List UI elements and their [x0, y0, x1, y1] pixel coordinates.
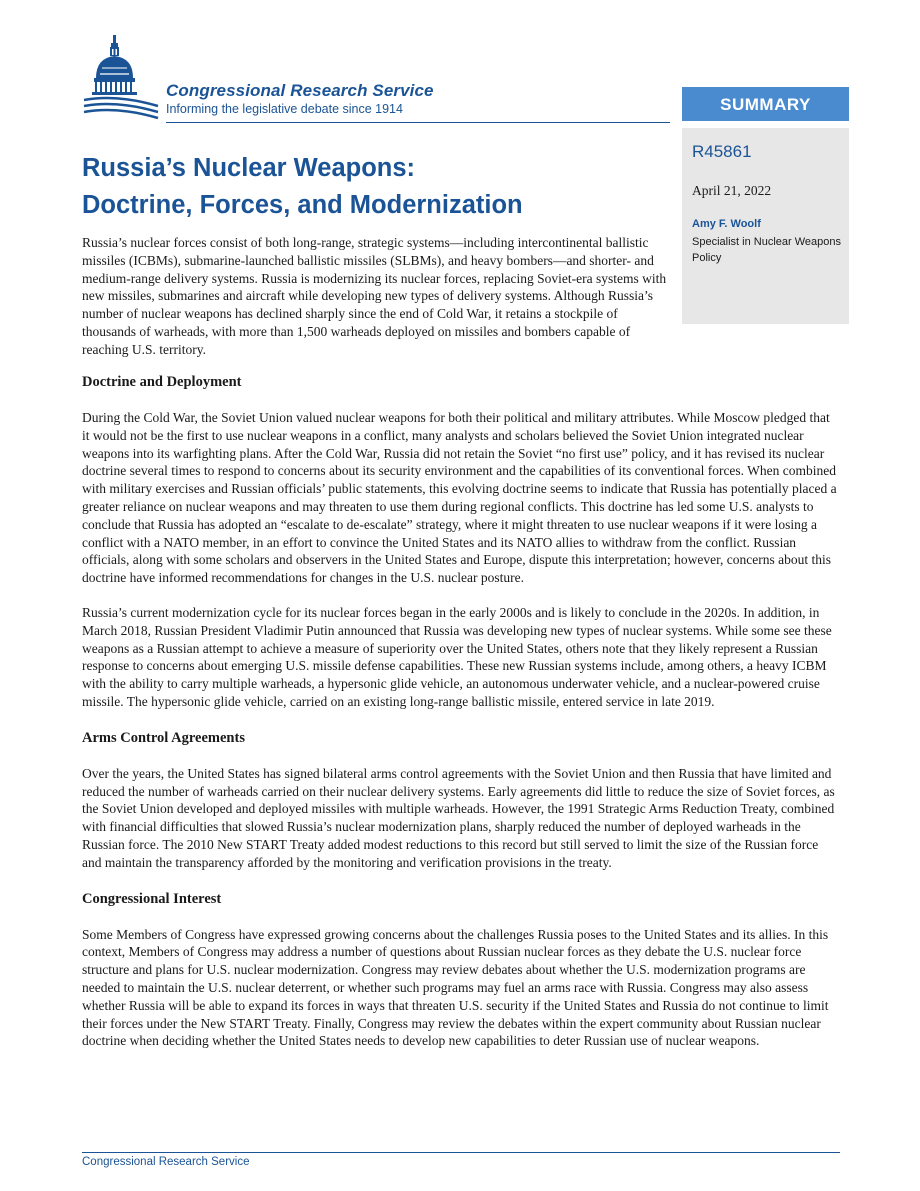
section-paragraph: During the Cold War, the Soviet Union valued nuclear weapons for both their political and military attributes. While Moscow pledged that it would not be the first to use nuclear weapons in a conflict, many analysts and scholars believed the Soviet Union integrated nuclear weapons into its warfighting plans. After the Cold War, Russia did not retain the Soviet “no first use” policy, and it has revised its nuclear doctrine several times to respond to concerns about its security environment and the capabilities of its conventional forces. When combined with military exercises and Russian officials’ public statements, this evolving doctrine seems to indicate that Russia has potentially placed a greater reliance on nuclear weapons and may threaten to use them during regional conflicts. This doctrine has led some U.S. analysts to conclude that Russia has adopted an “escalate to de-escalate” strategy, where it might threaten to use nuclear weapons if it were losing a conflict with a NATO member, in an effort to convince the United States and its NATO allies to withdraw from the conflict. Russian officials, along with some scholars and observers in the United States and Europe, dispute this interpretation; however, concerns about this doctrine have informed recommendations for changes in the U.S. nuclear posture. [82, 410, 837, 586]
crs-logo [82, 34, 672, 126]
main-content [82, 372, 840, 1067]
title-line-1: Russia’s Nuclear Weapons: [82, 154, 416, 182]
summary-label: SUMMARY [682, 87, 849, 121]
report-info-box [682, 128, 849, 324]
section-paragraph: Some Members of Congress have expressed growing concerns about the challenges Russia poses to the United States and its allies. In this context, Members of Congress may address a number of questions about Russian nuclear forces as they debate the U.S. nuclear force structure and plans for U.S. nuclear modernization. Congress may review debates about whether the U.S. modernization programs are needed to maintain the U.S. nuclear deterrent, or whether such programs may fuel an arms race with Russia. Congress may also assess whether Russia will be able to expand its forces in ways that threaten U.S. security if the United States and Russia do not continue to limit their forces under the New START Treaty. Finally, Congress may review the debates within the expert community about Russian nuclear doctrine when deciding whether the United States needs to develop new capabilities to deter Russian use of nuclear weapons. [82, 926, 829, 1049]
document-title [82, 150, 672, 224]
section-paragraph: Russia’s current modernization cycle for its nuclear forces began in the early 2000s and is likely to conclude in the 2020s. In addition, in March 2018, Russian President Vladimir Putin announced that Russia was developing new types of nuclear systems. While some see these weapons as a Russian attempt to achieve a measure of superiority over the United States, others note that they likely represent a Russian response to concerns about emerging U.S. missile defense capabilities. These new Russian systems include, among others, a heavy ICBM with the ability to carry multiple warheads, a hypersonic glide vehicle, an autonomous underwater vehicle, and a nuclear-powered cruise missile. The hypersonic glide vehicle, carried on an existing long-range ballistic missile, entered service in late 2019. [82, 604, 832, 709]
section-heading: Congressional Interest [82, 890, 222, 907]
footer-text: Congressional Research Service [82, 1156, 250, 1168]
title-line-2: Doctrine, Forces, and Modernization [82, 191, 523, 219]
section-heading: Arms Control Agreements [82, 729, 245, 746]
report-date: April 21, 2022 [692, 183, 772, 198]
footer-divider [82, 1152, 840, 1153]
intro-paragraph: Russia’s nuclear forces consist of both long-range, strategic systems—including intercontinental ballistic missiles (ICBMs), submarine-launched ballistic missiles (SLBMs), and heavy bombers—and shorter- and medium-range delivery systems. Russia is modernizing its nuclear forces, replacing Soviet-era systems with new missiles, submarines and aircraft while developing new types of delivery systems. Although Russia’s number of nuclear weapons has declined sharply since the end of Cold War, it retains a stockpile of thousands of warheads, with more than 1,500 warheads deployed on missiles and bombers capable of reaching U.S. territory. [82, 235, 667, 357]
section-paragraph: Over the years, the United States has signed bilateral arms control agreements with the Soviet Union and then Russia that have limited and reduced the number of warheads carried on their nuclear delivery systems. Early agreements did little to reduce the size of Soviet forces, as the Soviet Union developed and deployed missiles with multiple warheads. However, the 1991 Strategic Arms Reduction Treaty, combined with financial difficulties that slowed Russia’s nuclear modernization plans, sharply reduced the number of deployed warheads in the Russian force. The 2010 New START Treaty added modest reductions to this record but still served to limit the size of the Russian force and maintain the transparency afforded by the monitoring and verification provisions in the treaty. [82, 765, 835, 870]
author-title: Specialist in Nuclear Weapons Policy [692, 236, 841, 264]
author-name[interactable]: Amy F. Woolf [692, 218, 761, 230]
header-divider [166, 122, 670, 123]
section-heading: Doctrine and Deployment [82, 374, 242, 390]
org-name: Congressional Research Service [166, 81, 434, 100]
report-number: R45861 [692, 142, 752, 161]
capitol-dome-icon [82, 34, 164, 124]
org-tagline: Informing the legislative debate since 1914 [166, 102, 403, 116]
